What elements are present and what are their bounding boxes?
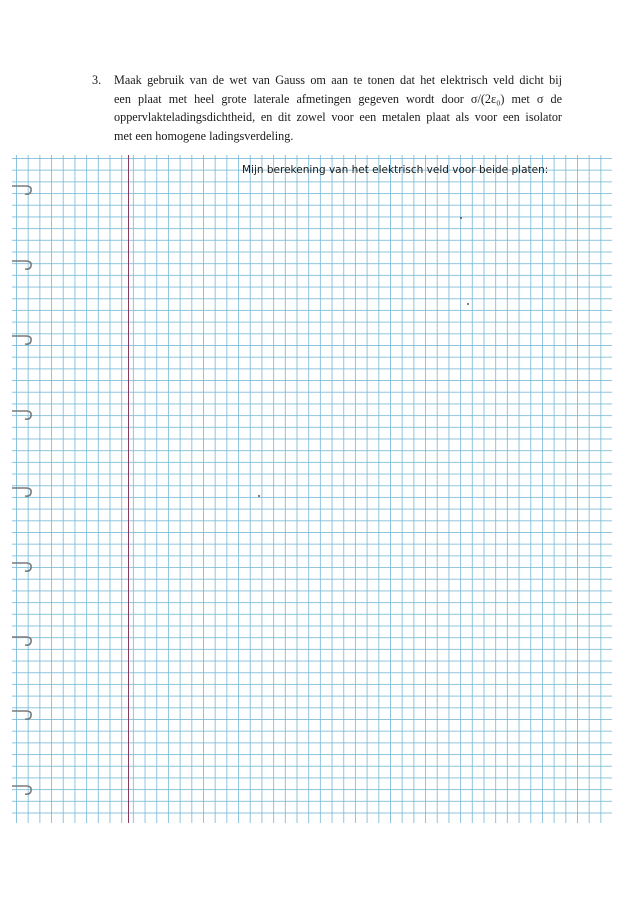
- binder-ring-icon: [12, 332, 34, 346]
- binder-ring-icon: [12, 257, 34, 271]
- binder-ring-icon: [12, 407, 34, 421]
- graph-paper-sheet: [12, 155, 612, 823]
- paper-speck: [258, 495, 260, 497]
- binder-ring-icon: [12, 484, 34, 498]
- binder-ring-icon: [12, 559, 34, 573]
- question-number: 3.: [92, 73, 102, 87]
- question-line: oppervlakteladingsdichtheid, en dit zowel voor een metalen plaat als voor een isolator: [114, 110, 562, 124]
- question-line: met een homogene ladingsverdeling.: [114, 128, 294, 143]
- paper-speck: [460, 217, 462, 219]
- binder-ring-icon: [12, 633, 34, 647]
- sheet-caption: Mijn berekening van het elektrisch veld voor beide platen:: [242, 164, 549, 176]
- binder-ring-icon: [12, 782, 34, 796]
- binder-ring-icon: [12, 182, 34, 196]
- binder-ring-icon: [12, 707, 34, 721]
- question-block: [92, 71, 562, 145]
- question-text: [114, 71, 562, 145]
- paper-speck: [467, 303, 469, 305]
- question-line: Maak gebruik van de wet van Gauss om aan te tonen dat het elektrisch veld dicht bij: [114, 73, 562, 87]
- question-line: een plaat met heel grote laterale afmetingen gegeven wordt door σ/(2ε₀) met σ de: [114, 91, 562, 106]
- margin-line: [128, 155, 129, 823]
